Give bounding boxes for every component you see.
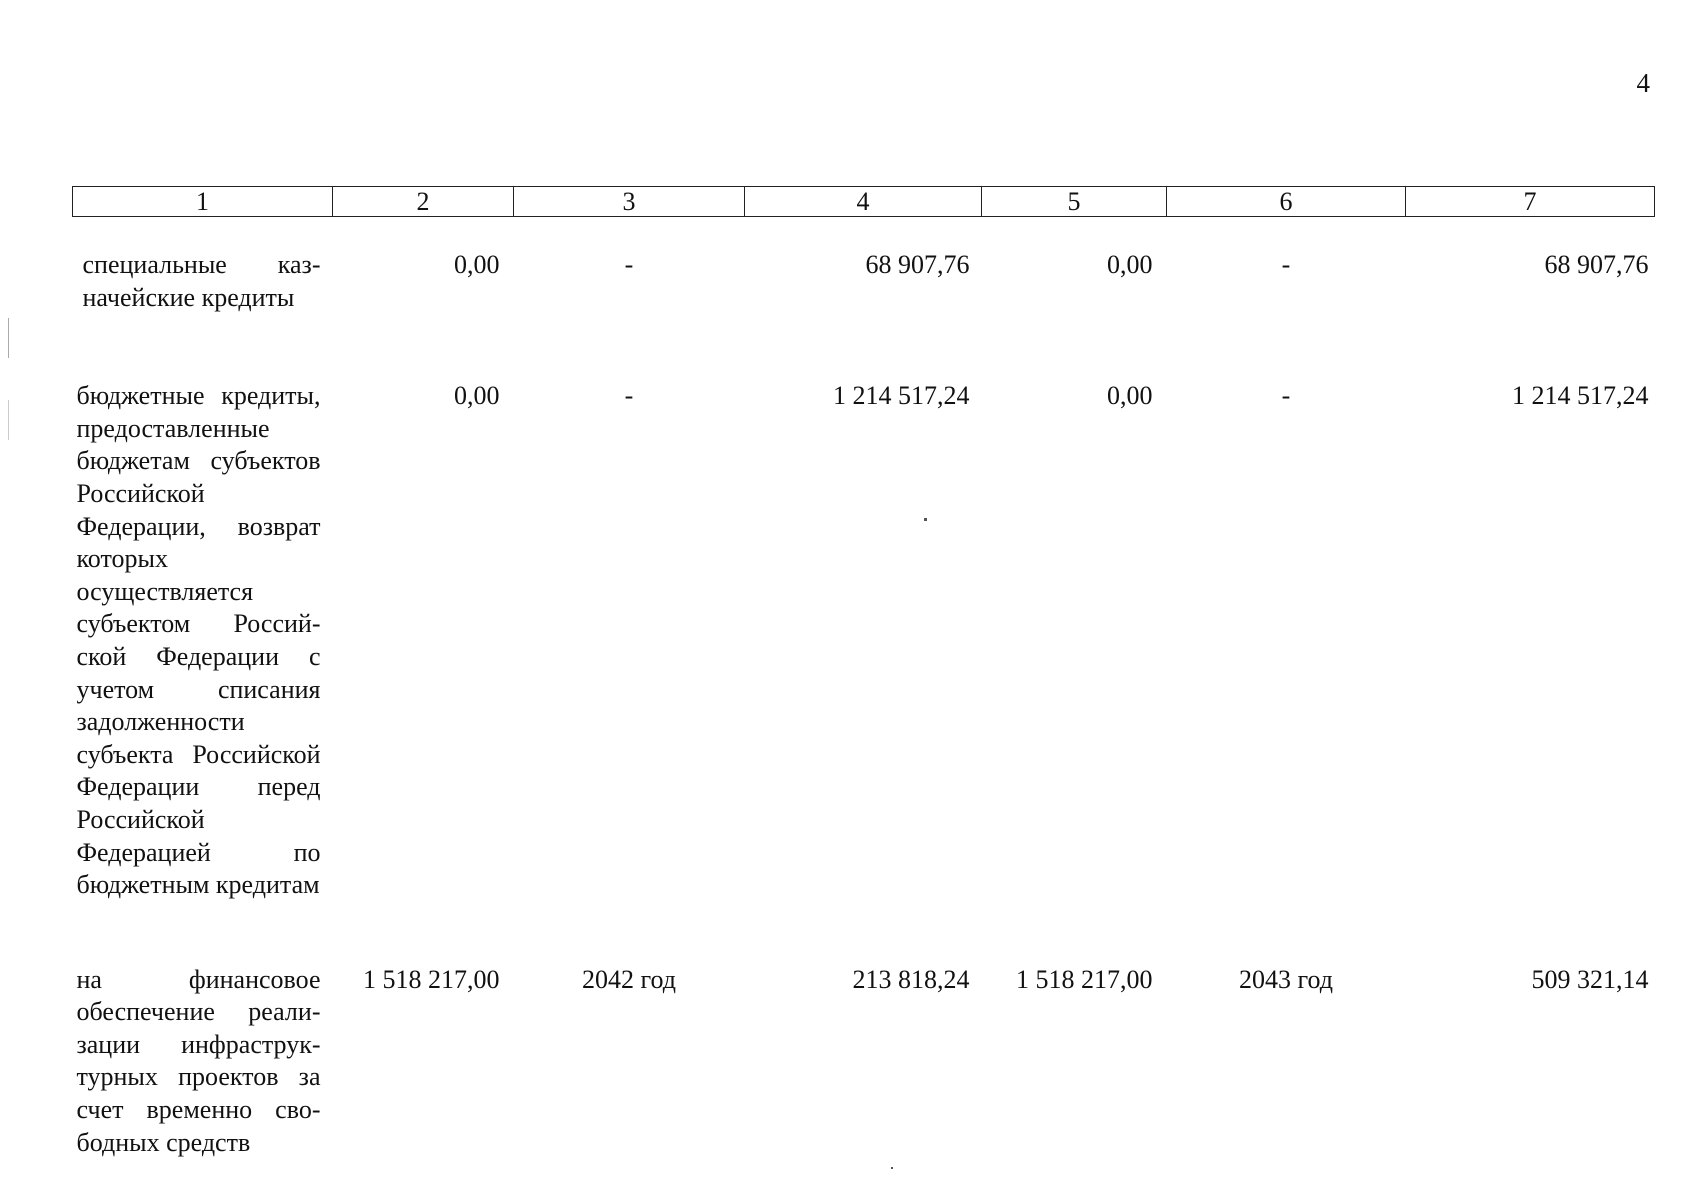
table-row — [73, 902, 1655, 1160]
row-col6-value: - — [1281, 381, 1291, 411]
row-col4-value: 1 214 517,24 — [833, 381, 970, 411]
budget-credits-table — [72, 186, 1655, 1159]
row-col6-value: - — [1281, 250, 1291, 279]
row-col4-value: 68 907,76 — [865, 250, 970, 279]
row-col7-value: 68 907,76 — [1544, 250, 1649, 279]
row-col5-value: 1 518 217,00 — [1016, 964, 1153, 994]
row-col5-value: 0,00 — [1107, 381, 1153, 411]
row-col5-value: 0,00 — [1107, 250, 1153, 279]
scan-edge-mark — [8, 400, 9, 440]
table-row — [73, 217, 1655, 315]
scan-speck — [924, 518, 927, 521]
scan-edge-mark — [8, 318, 9, 358]
row-col3-value: 2042 год — [582, 964, 676, 994]
row-col3-value: - — [624, 250, 634, 279]
column-header-6: 6 — [1167, 187, 1406, 217]
row-col2-value: 1 518 217,00 — [363, 964, 500, 994]
page-number: 4 — [1636, 68, 1650, 98]
column-number-header — [73, 187, 1655, 217]
row-description: специальные казначейские кредиты — [82, 250, 321, 312]
scan-speck — [891, 1167, 893, 1169]
row-description: на финансовое обеспечение реализации инфраструктурных проектов за счет временно свободных средств — [76, 964, 321, 1157]
column-header-7: 7 — [1406, 187, 1655, 217]
row-col3-value: - — [624, 381, 634, 411]
column-header-1: 1 — [73, 187, 333, 217]
row-col6-value: 2043 год — [1239, 964, 1333, 994]
row-col7-value: 1 214 517,24 — [1512, 381, 1649, 411]
row-col4-value: 213 818,24 — [852, 964, 970, 994]
column-header-5: 5 — [982, 187, 1167, 217]
column-header-2: 2 — [333, 187, 514, 217]
row-description: бюджетные кредиты, предоставленные бюджетам субъектов Российской Федерации, возврат которых осуществляется субъектом Российской Федерации с учетом списания задолженности субъекта Российской Федерации перед Российской Федерацией по бюджетным кредитам — [76, 381, 321, 900]
column-header-4: 4 — [745, 187, 982, 217]
column-header-3: 3 — [514, 187, 745, 217]
table-row — [73, 314, 1655, 902]
row-col7-value: 509 321,14 — [1531, 964, 1649, 994]
row-col2-value: 0,00 — [454, 381, 500, 411]
row-col2-value: 0,00 — [454, 250, 500, 279]
